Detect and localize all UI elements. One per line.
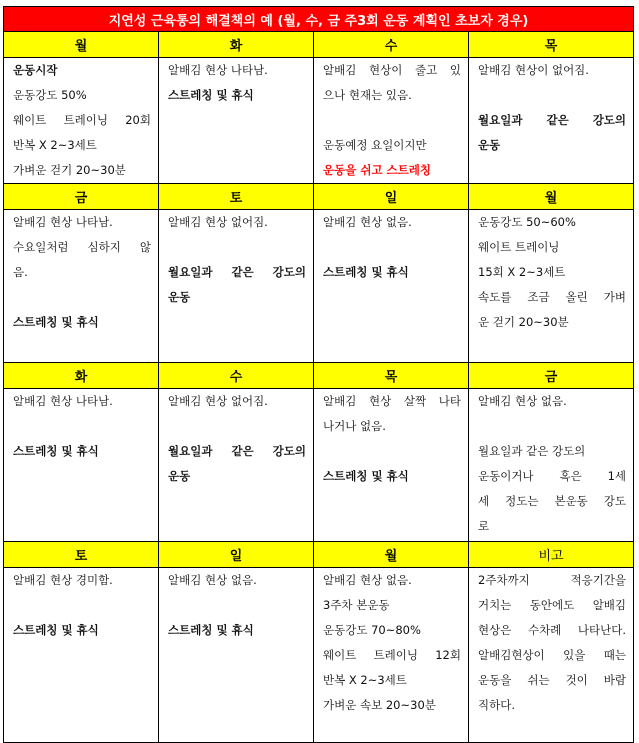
cell-line: 알배김 현상 없음. <box>478 394 567 408</box>
cell-line <box>323 439 461 464</box>
cell-line <box>13 414 151 439</box>
cell-line: 스트레칭 및 휴식 <box>13 315 99 329</box>
cell-line: 음. <box>13 265 28 279</box>
cell-line <box>323 235 461 260</box>
day-content-row <box>4 58 634 184</box>
day-header: 월 <box>314 542 469 568</box>
day-header: 토 <box>4 542 159 568</box>
day-cell <box>159 210 314 363</box>
cell-line: 운동 <box>168 469 191 483</box>
day-header: 목 <box>469 32 634 58</box>
day-cell <box>314 568 469 743</box>
day-header: 토 <box>159 184 314 210</box>
cell-line: 운동강도 70~80% <box>323 623 421 637</box>
cell-line: 알배김 현상 나타남. <box>13 215 113 229</box>
cell-line: 반복 X 2~3세트 <box>323 673 407 687</box>
day-header: 화 <box>159 32 314 58</box>
cell-line: 가벼운 속보 20~30분 <box>323 698 436 712</box>
day-header-row <box>4 542 634 568</box>
day-cell <box>159 389 314 542</box>
soreness-plan-table <box>3 6 634 743</box>
cell-line: 운 걷기 20~30분 <box>478 315 569 329</box>
cell-line <box>168 235 306 260</box>
day-header: 비고 <box>469 542 634 568</box>
cell-line: 스트레칭 및 휴식 <box>13 623 99 637</box>
cell-line: 웨이트 트레이닝 12회 <box>323 648 461 662</box>
cell-line: 운동이거나 혹은 1세 <box>478 469 627 483</box>
cell-line: 운동강도 50~60% <box>478 215 576 229</box>
cell-line <box>13 285 151 310</box>
cell-line: 3주차 본운동 <box>323 598 390 612</box>
cell-line: 수요일처럼 심하지 않 <box>13 240 151 254</box>
day-cell <box>469 389 634 542</box>
cell-line: 알배김 현상 없어짐. <box>168 394 268 408</box>
day-cell <box>469 210 634 363</box>
cell-line: 2주차까지 적응기간을 <box>478 573 627 587</box>
day-cell <box>469 568 634 743</box>
cell-line: 운동강도 50% <box>13 88 87 102</box>
cell-line: 나거나 없음. <box>323 419 386 433</box>
cell-line: 알배김 현상 없음. <box>323 573 412 587</box>
day-cell <box>314 389 469 542</box>
day-header: 일 <box>159 542 314 568</box>
cell-line: 운동 <box>168 290 191 304</box>
cell-line: 속도를 조금 올린 가벼 <box>478 290 627 304</box>
day-header-row <box>4 32 634 58</box>
cell-line: 운동을 쉬는 것이 바람 <box>478 673 627 687</box>
day-header: 금 <box>469 363 634 389</box>
cell-line: 로 <box>478 519 490 533</box>
cell-line: 가벼운 걷기 20~30분 <box>13 163 126 177</box>
cell-line: 알배김 현상 나타남. <box>13 394 113 408</box>
cell-line: 거치는 동안에도 알배김 <box>478 598 627 612</box>
day-content-row <box>4 210 634 363</box>
day-cell <box>159 58 314 184</box>
cell-line: 스트레칭 및 휴식 <box>168 88 254 102</box>
day-cell <box>314 210 469 363</box>
day-header: 화 <box>4 363 159 389</box>
cell-line: 알배김 현상 경미함. <box>13 573 113 587</box>
cell-line: 알배김 현상이 줄고 있 <box>323 63 461 77</box>
cell-line: 운동예정 요일이지만 <box>323 138 427 152</box>
cell-line: 운동 <box>478 138 501 152</box>
cell-line: 스트레칭 및 휴식 <box>323 265 409 279</box>
cell-line <box>168 414 306 439</box>
cell-line: 월요일과 같은 강도의 <box>168 265 306 279</box>
cell-line: 현상은 수차례 나타난다. <box>478 623 627 637</box>
cell-line: 알배김현상이 있을 때는 <box>478 648 627 662</box>
day-cell <box>469 58 634 184</box>
day-cell <box>159 568 314 743</box>
cell-line: 운동시작 <box>13 63 58 77</box>
cell-line: 월요일과 같은 강도의 <box>478 113 627 127</box>
day-header-row <box>4 184 634 210</box>
cell-line: 알배김 현상 없음. <box>168 573 257 587</box>
day-header: 목 <box>314 363 469 389</box>
day-header: 금 <box>4 184 159 210</box>
day-header: 수 <box>314 32 469 58</box>
cell-line: 웨이트 트레이닝 20회 <box>13 113 151 127</box>
cell-line: 알배김 현상 나타남. <box>168 63 268 77</box>
cell-line: 월요일과 같은 강도의 <box>478 444 586 458</box>
day-cell <box>314 58 469 184</box>
cell-line: 웨이트 트레이닝 <box>478 240 560 254</box>
day-header: 수 <box>159 363 314 389</box>
cell-line: 알배김 현상 살짝 나타 <box>323 394 461 408</box>
cell-line <box>478 414 626 439</box>
day-header: 일 <box>314 184 469 210</box>
day-cell <box>4 389 159 542</box>
cell-line <box>168 593 306 618</box>
cell-line <box>478 83 626 108</box>
day-content-row <box>4 389 634 542</box>
day-header: 월 <box>4 32 159 58</box>
cell-line: 월요일과 같은 강도의 <box>168 444 306 458</box>
cell-line: 운동을 쉬고 스트레칭 <box>323 163 431 177</box>
cell-line: 알배김 현상 없어짐. <box>168 215 268 229</box>
cell-line: 15회 X 2~3세트 <box>478 265 566 279</box>
cell-line <box>13 593 151 618</box>
cell-line: 알배김 현상 없음. <box>323 215 412 229</box>
day-header: 월 <box>469 184 634 210</box>
cell-line <box>323 108 461 133</box>
day-cell <box>4 58 159 184</box>
cell-line: 세 정도는 본운동 강도 <box>478 494 627 508</box>
cell-line: 스트레칭 및 휴식 <box>168 623 254 637</box>
cell-line: 알배김 현상이 없어짐. <box>478 63 589 77</box>
cell-line: 스트레칭 및 휴식 <box>323 469 409 483</box>
cell-line: 스트레칭 및 휴식 <box>13 444 99 458</box>
cell-line: 으나 현재는 있음. <box>323 88 412 102</box>
day-header-row <box>4 363 634 389</box>
day-content-row <box>4 568 634 743</box>
table-title: 지연성 근육통의 해결책의 예 (월, 수, 금 주3회 운동 계획인 초보자 경우) <box>4 7 634 32</box>
day-cell <box>4 210 159 363</box>
cell-line: 반복 X 2~3세트 <box>13 138 97 152</box>
day-cell <box>4 568 159 743</box>
cell-line: 직하다. <box>478 698 515 712</box>
